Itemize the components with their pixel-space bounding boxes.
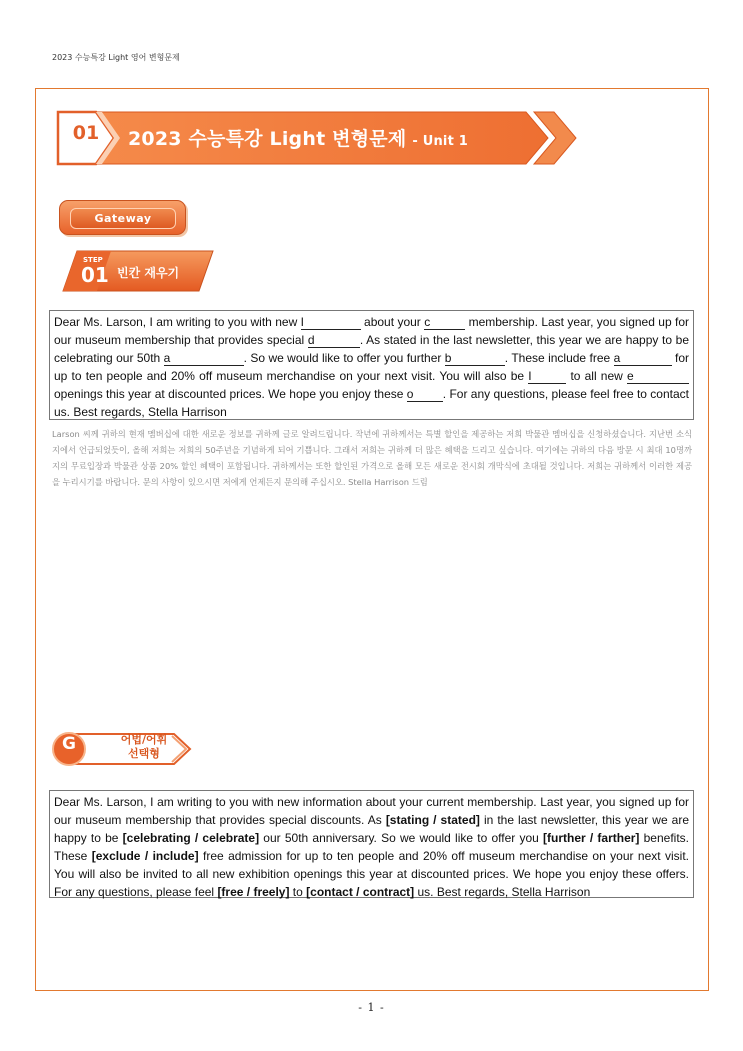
passage-text: benefits. These: [54, 831, 689, 864]
passage-text: . So we would like to offer you further: [243, 351, 445, 366]
passage-text: membership. Last year, you signed up for our museum membership that provides special: [54, 315, 690, 348]
passage-text: free admission for up to ten people and 20% off museum merchandise on your next visit. You will also be invited to all new exhibition openings this year at discounted prices. We hope you enjoy these offers. For any questions, please feel: [54, 849, 690, 900]
page-number: - 1 -: [358, 1001, 385, 1014]
title-main: 2023 수능특강 Light 변형문제: [128, 128, 407, 150]
passage-text: . For any questions, please feel free to contact us. Best regards, Stella Harrison: [54, 387, 690, 420]
blank-9[interactable]: o: [407, 388, 443, 402]
step-small-label: STEP: [83, 256, 103, 264]
g-label-line2: 선택형: [128, 747, 160, 760]
blank-4[interactable]: a: [164, 352, 244, 366]
blank-1[interactable]: I: [301, 316, 361, 330]
g-label: [102, 733, 186, 761]
title-number: 01: [72, 122, 100, 144]
passage-text: our 50th anniversary. So we would like to offer you: [259, 831, 544, 846]
choice-1[interactable]: [stating / stated]: [385, 813, 480, 828]
running-header: 2023 수능특강 Light 영어 변형문제: [52, 53, 180, 62]
blank-3[interactable]: d: [308, 334, 360, 348]
blank-2[interactable]: c: [424, 316, 465, 330]
passage-text: to: [289, 885, 307, 900]
passage-text: to all new: [566, 369, 627, 384]
grammar-vocab-badge: [52, 730, 192, 768]
title-subtitle: - Unit 1: [412, 134, 468, 149]
passage-text: . As stated in the last newsletter, this year we are happy to be celebrating our 50th: [54, 333, 689, 366]
korean-translation: Larson 씨께 귀하의 현재 멤버십에 대한 새로운 정보를 귀하께 글로 알려드립니다. 작년에 귀하께서는 특별 할인을 제공하는 저희 박물관 멤버십을 신청하셨습니다. 지난번 소식지에서 언급되었듯이, 올해 저희는 저희의 50주년을 기념하게 되어 기쁩니다. 그래서 저희는 귀하께 더 많은 혜택을 드리고 싶습니다. 여기에는 귀하의 다음 방문 시 최대 10명까지의 무료입장과 박물관 상품 20% 할인 혜택이 포함됩니다. 귀하께서는 또한 할인된 가격으로 올해 모든 새로운 전시회 개막식에 초대될 것입니다. 저희는 귀하께서 이러한 제공을 누리시기를 바랍니다. 문의 사항이 있으시면 저에게 언제든지 문의해 주십시오. Stella Harrison 드림: [52, 429, 692, 487]
passage-text: Dear Ms. Larson, I am writing to you with new: [54, 315, 301, 329]
choice-5[interactable]: [free / freely]: [217, 885, 290, 900]
choice-2[interactable]: [celebrating / celebrate]: [122, 831, 260, 846]
blank-6[interactable]: a: [614, 352, 672, 366]
blank-5[interactable]: b: [445, 352, 505, 366]
page-title: [128, 124, 468, 151]
gateway-badge: [59, 200, 186, 235]
passage-text: us. Best regards, Stella Harrison: [414, 885, 591, 900]
step-badge: [59, 250, 214, 292]
passage-text: openings this year at discounted prices. We hope you enjoy these: [54, 387, 407, 402]
gateway-label: Gateway: [70, 208, 176, 229]
title-banner: [56, 108, 578, 168]
passage-text: for up to ten people and 20% off museum merchandise on your next visit. You will also be: [54, 351, 690, 384]
passage-text: Dear Ms. Larson, I am writing to you with new information about your current membership. Last year, you signed up for our museum membership that provides special discounts. As: [54, 795, 689, 828]
g-letter: G: [62, 734, 76, 754]
passage-text: . These include free: [504, 351, 614, 366]
blank-8[interactable]: e: [627, 370, 689, 384]
step-label: 빈칸 재우기: [117, 266, 180, 280]
blank-7[interactable]: I: [528, 370, 566, 384]
choice-passage: [49, 790, 694, 898]
fill-in-blank-passage: [49, 310, 694, 420]
g-label-line1: 어법/어휘: [120, 733, 168, 746]
passage-text: in the last newsletter, this year we are happy to be: [54, 813, 689, 846]
choice-6[interactable]: [contact / contract]: [306, 885, 415, 900]
choice-3[interactable]: [further / farther]: [543, 831, 640, 846]
passage-text: about your: [360, 315, 425, 329]
step-number: 01: [81, 263, 109, 287]
choice-4[interactable]: [exclude / include]: [91, 849, 199, 864]
